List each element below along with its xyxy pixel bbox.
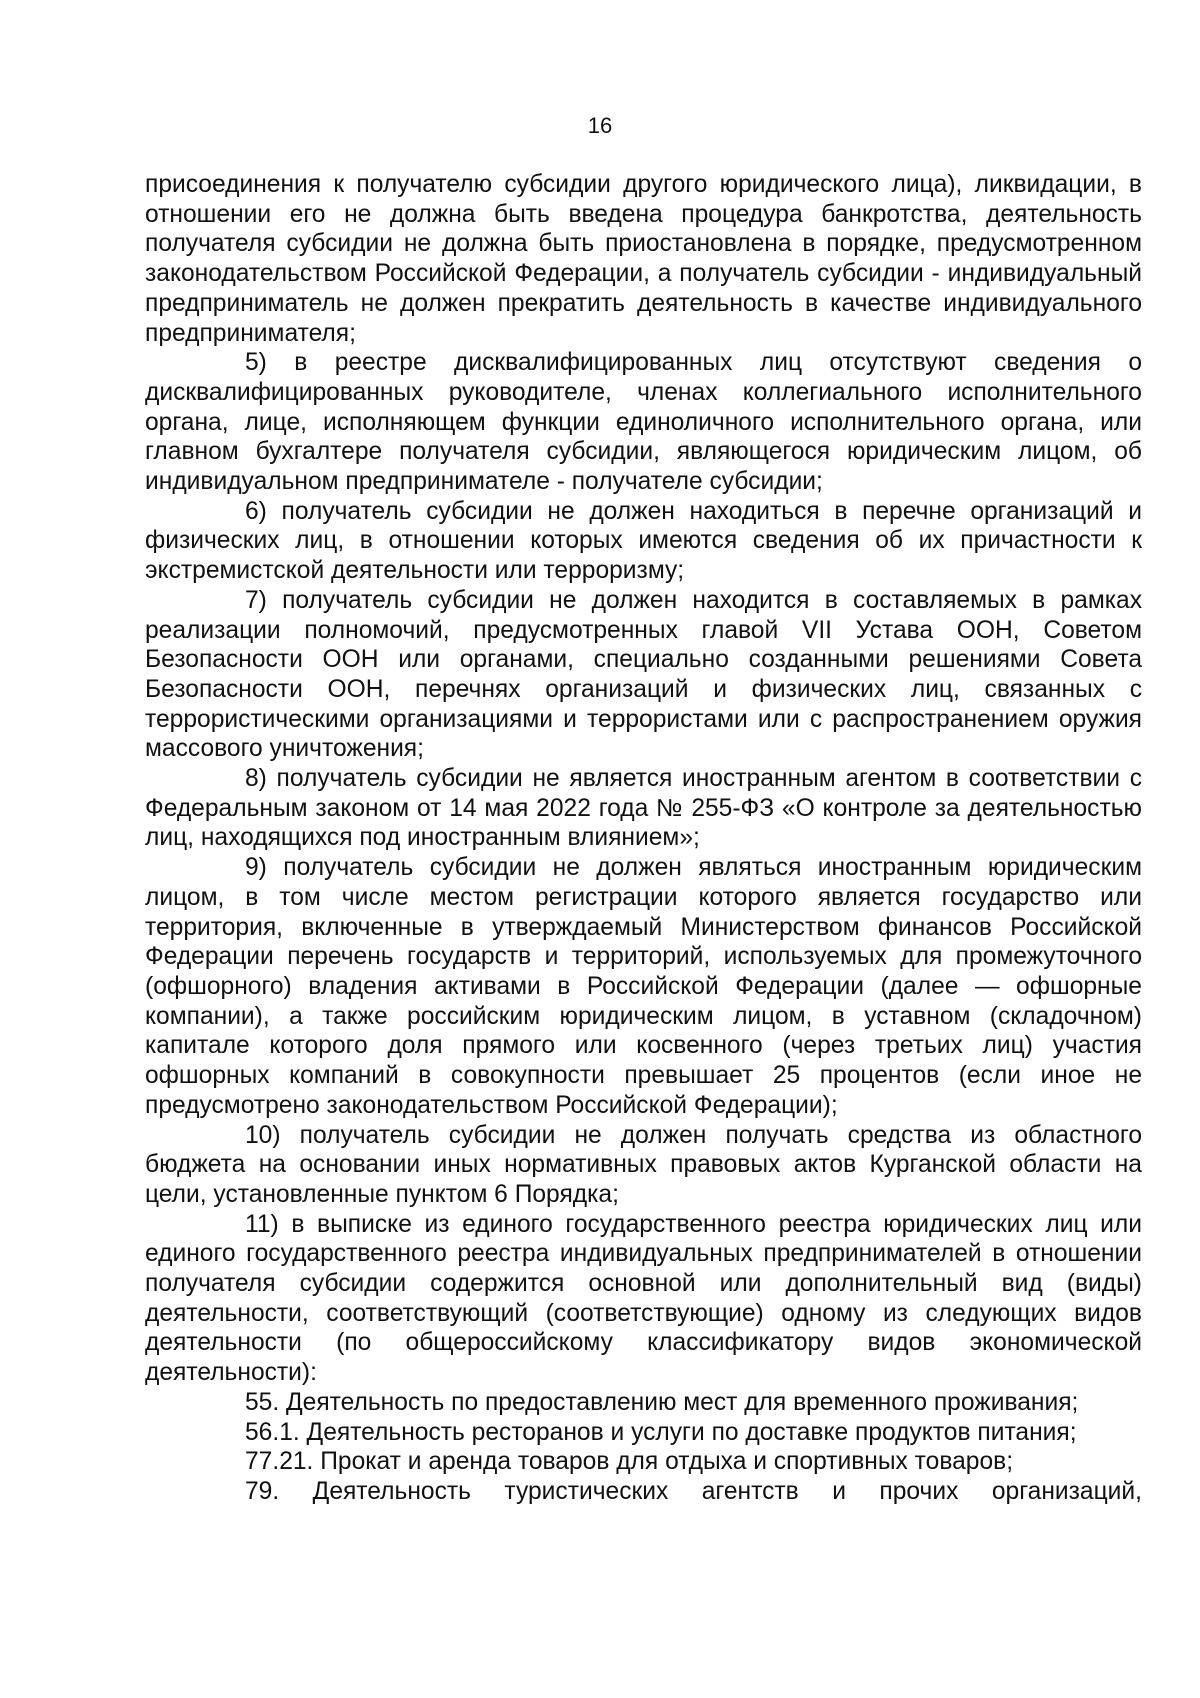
paragraph-continuation: присоединения к получателю субсидии другого юридического лица), ликвидации, в отношении его не должна быть введена процедура банкротства, деятельность получателя субсидии не должна быть приостановлена в порядке, предусмотренном законодательством Российской Федерации, а получатель субсидии - индивидуальный предприниматель не должен прекратить деятельность в качестве индивидуального предпринимателя; [145,171,1142,347]
paragraph-item-7: 7) получатель субсидии не должен находится в составляемых в рамках реализации полномочий, предусмотренных главой VII Устава ООН, Советом Безопасности ООН или органами, специально созданными решениями Совета Безопасности ООН, перечнях организаций и физических лиц, связанных с террористическими организациями и террористами или с распространением оружия массового уничтожения; [145,586,1142,763]
document-body [145,170,1142,1507]
okved-item-55: 55. Деятельность по предоставлению мест для временного проживания; [245,1388,1079,1416]
paragraph-item-5: 5) в реестре дисквалифицированных лиц отсутствуют сведения о дисквалифицированных руководителе, членах коллегиального исполнительного органа, лице, исполняющем функции единоличного исполнительного органа, или главном бухгалтере получателя субсидии, являющегося юридическим лицом, об индивидуальном предпринимателе - получателе субсидии; [145,349,1142,496]
page-number: 16 [587,113,613,138]
okved-item-56-1: 56.1. Деятельность ресторанов и услуги по доставке продуктов питания; [245,1418,1077,1446]
paragraph-item-11: 11) в выписке из единого государственного реестра юридических лиц или единого государственного реестра индивидуальных предпринимателей в отношении получателя субсидии содержится основной или дополнительный вид (виды) деятельности, соответствующий (соответствующие) одному из следующих видов деятельности (по общероссийскому классификатору видов экономической деятельности): [145,1210,1142,1387]
paragraph-item-10: 10) получатель субсидии не должен получать средства из областного бюджета на основании иных нормативных правовых актов Курганской области на цели, установленные пунктом 6 Порядка; [145,1121,1142,1208]
paragraph-item-6: 6) получатель субсидии не должен находиться в перечне организаций и физических лиц, в отношении которых имеются сведения об их причастности к экстремистской деятельности или терроризму; [145,497,1142,585]
paragraph-item-9: 9) получатель субсидии не должен являться иностранным юридическим лицом, в том числе местом регистрации которого является государство или территория, включенные в утверждаемый Министерством финансов Российской Федерации перечень государств и территорий, используемых для промежуточного (офшорного) владения активами в Российской Федерации (далее — офшорные компании), а также российским юридическим лицом, в уставном (складочном) капитале которого доля прямого или косвенного (через третьих лиц) участия офшорных компаний в совокупности превышает 25 процентов (если иное не предусмотрено законодательством Российской Федерации); [145,854,1142,1119]
okved-item-77-21: 77.21. Прокат и аренда товаров для отдыха и спортивных товаров; [245,1448,1014,1476]
okved-item-79: 79. Деятельность туристических агентств и прочих организаций, [245,1477,1142,1505]
paragraph-item-8: 8) получатель субсидии не является иностранным агентом в соответствии с Федеральным законом от 14 мая 2022 года № 255-ФЗ «О контроле за деятельностью лиц, находящихся под иностранным влиянием»; [145,765,1142,852]
